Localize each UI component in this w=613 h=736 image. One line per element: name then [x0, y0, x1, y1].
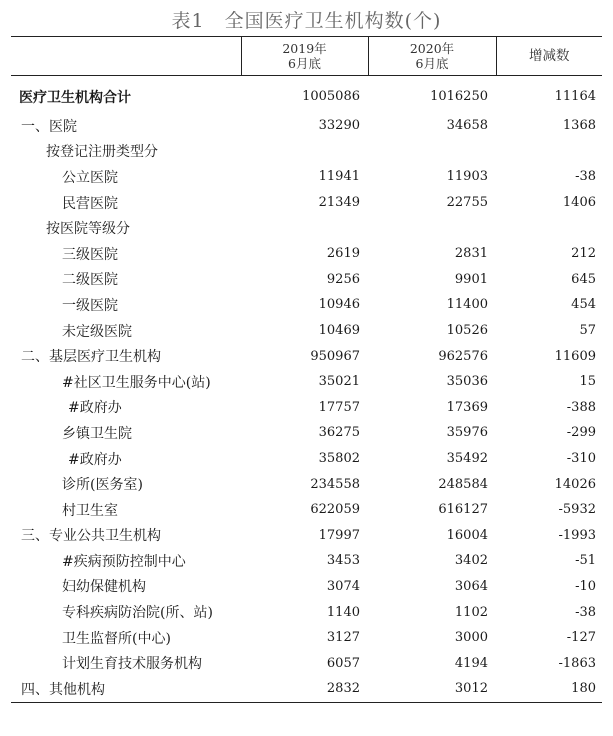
value-change: -388 [566, 399, 596, 415]
value-2020: 11903 [446, 169, 488, 185]
value-change: 180 [496, 676, 602, 702]
value-2019: 33290 [318, 118, 360, 134]
row-label: 卫生监督所(中心) [62, 630, 171, 647]
row-label: 二级医院 [62, 272, 118, 289]
row-label: #社区卫生服务中心(站) [62, 374, 211, 391]
row-label: 二、基层医疗卫生机构 [21, 349, 161, 366]
table-row [11, 548, 602, 574]
value-2019: 1140 [326, 604, 360, 620]
value-change: 15 [579, 374, 596, 390]
value-change: -299 [566, 425, 596, 441]
row-label: 三级医院 [62, 246, 118, 263]
header-2020-month: 6月底 [415, 56, 449, 71]
table-row [11, 420, 602, 446]
value-change: -310 [566, 451, 596, 467]
table-row [11, 497, 602, 523]
table-row [11, 343, 602, 369]
table-row [11, 650, 602, 676]
row-label: 村卫生室 [62, 502, 118, 519]
value-2020: 3000 [454, 630, 488, 646]
row-label: 计划生育技术服务机构 [62, 656, 202, 673]
value-2019: 3074 [326, 578, 360, 594]
institution-count-table [11, 36, 602, 703]
header-category [11, 37, 241, 76]
value-change: -5932 [558, 502, 596, 518]
row-label: 民营医院 [62, 195, 118, 212]
table-row [11, 241, 602, 267]
value-change: -127 [566, 630, 596, 646]
value-2019: 3453 [326, 553, 360, 569]
header-2019-month: 6月底 [288, 56, 321, 71]
value-2020: 2831 [454, 246, 488, 262]
value-change: 11164 [554, 89, 596, 104]
value-change: 11609 [554, 348, 596, 364]
table-row [11, 190, 602, 216]
row-label: 按医院等级分 [46, 221, 130, 238]
table-row [11, 164, 602, 190]
value-change: -38 [575, 169, 596, 185]
row-label: 四、其他机构 [11, 676, 241, 702]
row-label: #政府办 [68, 400, 122, 417]
value-2019 [241, 215, 368, 241]
table-header-row [11, 37, 602, 76]
value-2019: 17997 [318, 527, 360, 543]
table-title: 表1 全国医疗卫生机构数(个) [171, 10, 442, 32]
value-2019: 11941 [318, 169, 360, 185]
value-change: 1406 [562, 195, 596, 211]
header-2019 [241, 37, 368, 76]
value-change: 212 [571, 246, 596, 262]
row-label: 诊所(医务室) [62, 477, 143, 494]
table-row [11, 292, 602, 318]
value-change: -1993 [558, 527, 596, 543]
value-2020: 4194 [454, 655, 488, 671]
value-2020: 11400 [446, 297, 488, 313]
value-2020: 22755 [446, 195, 488, 211]
table-row [11, 139, 602, 165]
table-row [11, 267, 602, 293]
value-2020: 9901 [454, 271, 488, 287]
row-label: 未定级医院 [62, 323, 132, 340]
table-row [11, 113, 602, 139]
value-change [496, 215, 602, 241]
table-row [11, 318, 602, 344]
value-2019: 36275 [318, 425, 360, 441]
table-row [11, 599, 602, 625]
row-label: #政府办 [68, 451, 122, 468]
value-change: -1863 [558, 655, 596, 671]
value-change [496, 139, 602, 165]
value-2019: 234558 [310, 476, 360, 492]
row-label: 医疗卫生机构合计 [19, 89, 131, 106]
value-2020: 34658 [446, 118, 488, 134]
value-2020: 35492 [446, 451, 488, 467]
row-label: 乡镇卫生院 [62, 425, 132, 442]
table-row [11, 676, 602, 702]
value-2019: 17757 [318, 399, 360, 415]
row-label: #疾病预防控制中心 [62, 553, 186, 570]
table-row [11, 446, 602, 472]
table-row [11, 369, 602, 395]
header-2020-year: 2020年 [409, 41, 455, 56]
table-row [11, 574, 602, 600]
value-2019: 9256 [326, 271, 360, 287]
value-2019: 622059 [310, 502, 360, 518]
row-label: 按登记注册类型分 [46, 144, 158, 161]
value-2019: 21349 [318, 195, 360, 211]
table-row [11, 625, 602, 651]
value-2020: 1016250 [430, 89, 488, 104]
value-2020: 3012 [368, 676, 496, 702]
value-2019: 3127 [326, 630, 360, 646]
value-2020: 3402 [454, 553, 488, 569]
value-2020: 17369 [446, 399, 488, 415]
value-2019: 2619 [326, 246, 360, 262]
value-2020 [368, 139, 496, 165]
value-2019 [241, 139, 368, 165]
value-change: -38 [575, 604, 596, 620]
value-change: -10 [575, 578, 596, 594]
value-2019: 10946 [318, 297, 360, 313]
row-label: 一级医院 [62, 297, 118, 314]
value-2020: 35976 [446, 425, 488, 441]
table-row [11, 76, 602, 114]
value-2020: 248584 [438, 476, 488, 492]
value-2020: 1102 [454, 604, 488, 620]
value-2020: 35036 [446, 374, 488, 390]
value-change: 1368 [562, 118, 596, 134]
header-2020 [368, 37, 496, 76]
value-2019: 35802 [318, 451, 360, 467]
row-label: 公立医院 [62, 169, 118, 186]
value-2020: 10526 [446, 323, 488, 339]
value-2020: 16004 [446, 527, 488, 543]
value-2019: 35021 [318, 374, 360, 390]
value-change: 454 [571, 297, 596, 313]
value-change: 645 [571, 271, 596, 287]
value-2019: 1005086 [302, 89, 360, 104]
value-2020 [368, 215, 496, 241]
value-change: -51 [575, 553, 596, 569]
row-label: 妇幼保健机构 [62, 579, 146, 596]
row-label: 一、医院 [21, 118, 77, 135]
value-2019: 10469 [318, 323, 360, 339]
value-2020: 962576 [438, 348, 488, 364]
table-row [11, 471, 602, 497]
header-change: 增减数 [496, 37, 602, 76]
table-row [11, 215, 602, 241]
value-change: 57 [579, 323, 596, 339]
row-label: 专科疾病防治院(所、站) [62, 605, 213, 622]
table-body [11, 76, 602, 703]
value-2020: 616127 [438, 502, 488, 518]
row-label: 三、专业公共卫生机构 [21, 528, 161, 545]
value-2019: 2832 [241, 676, 368, 702]
value-change: 14026 [554, 476, 596, 492]
header-2019-year: 2019年 [282, 41, 327, 56]
table-row [11, 395, 602, 421]
value-2019: 950967 [310, 348, 360, 364]
value-2019: 6057 [326, 655, 360, 671]
value-2020: 3064 [454, 578, 488, 594]
table-row [11, 523, 602, 549]
